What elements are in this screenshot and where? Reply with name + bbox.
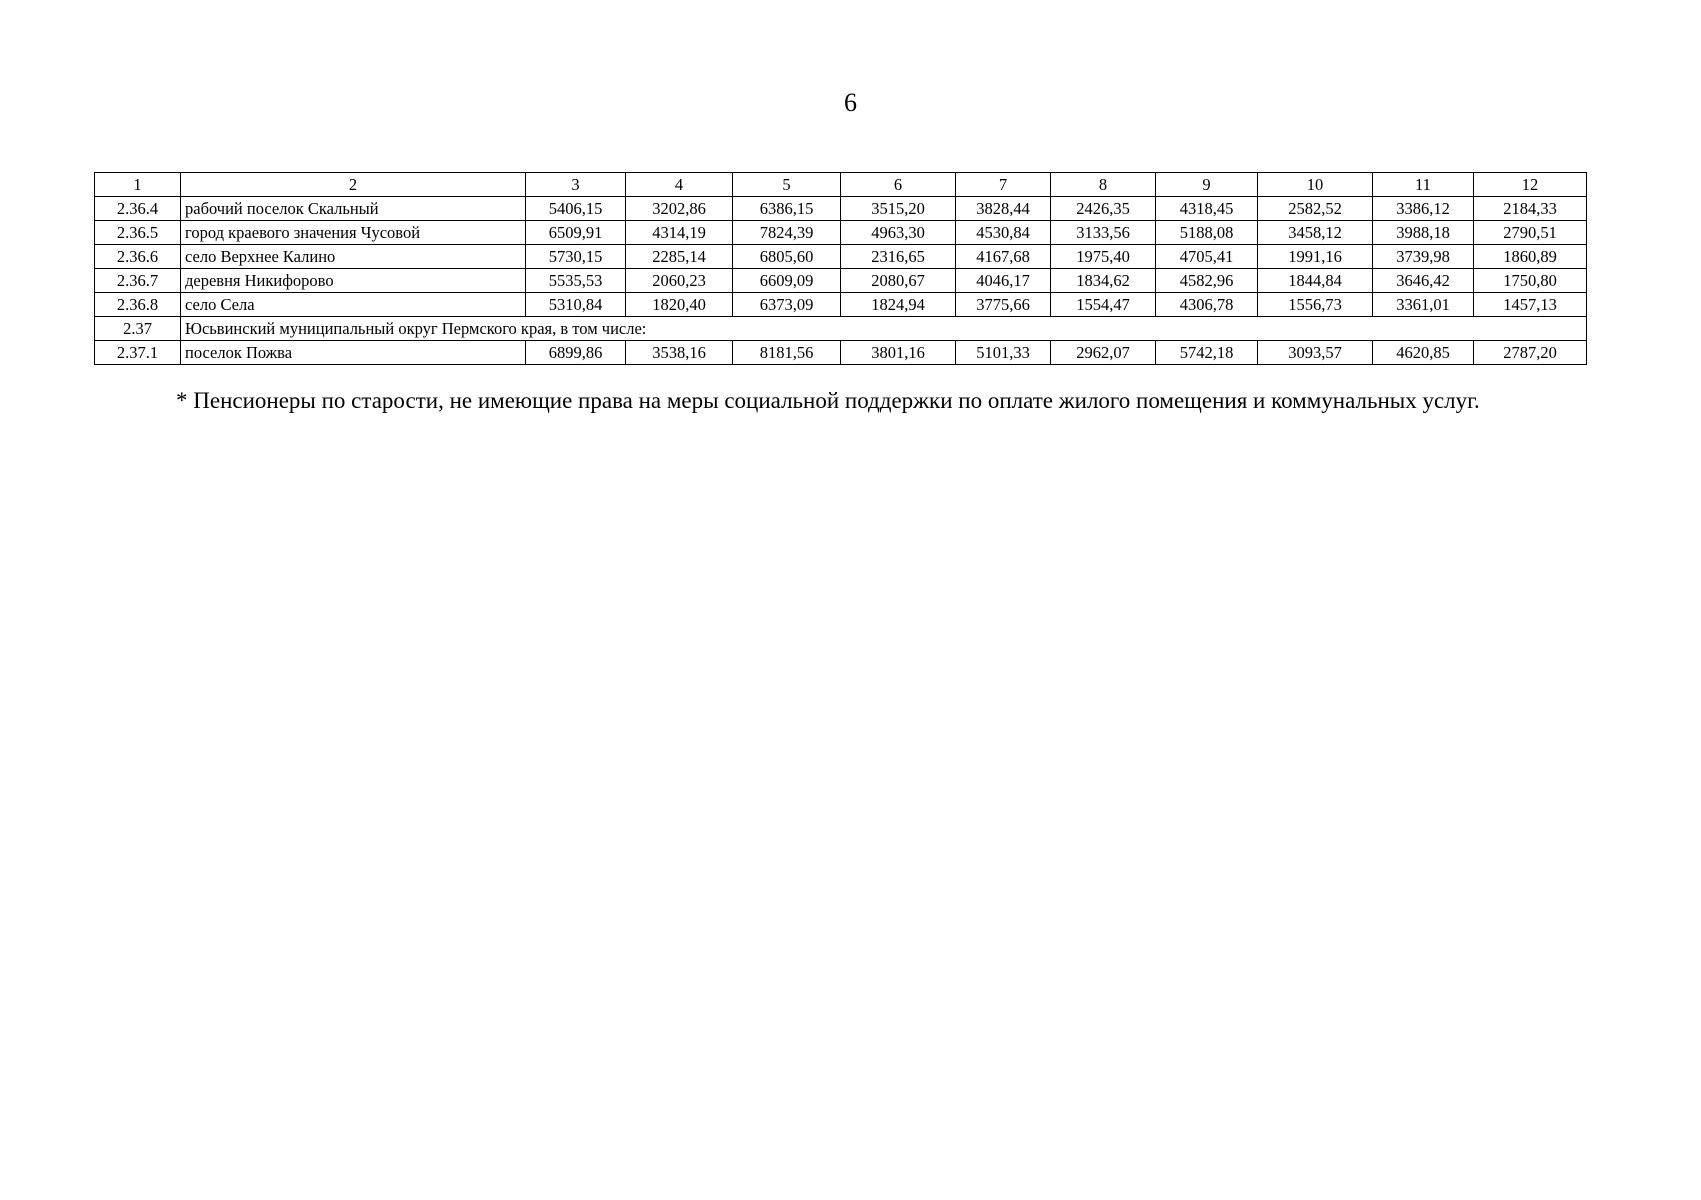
row-value: 1824,94 [841, 293, 956, 317]
row-value: 6899,86 [526, 341, 626, 365]
table-row [95, 293, 1587, 317]
table-row [95, 197, 1587, 221]
row-value: 1860,89 [1474, 245, 1587, 269]
row-value: 2790,51 [1474, 221, 1587, 245]
row-value: 1834,62 [1051, 269, 1156, 293]
header-cell: 12 [1474, 173, 1587, 197]
row-value: 3775,66 [956, 293, 1051, 317]
header-cell: 9 [1156, 173, 1258, 197]
row-name: деревня Никифорово [181, 269, 526, 293]
header-cell: 2 [181, 173, 526, 197]
row-value: 2582,52 [1258, 197, 1373, 221]
row-code: 2.37.1 [95, 341, 181, 365]
row-name: село Села [181, 293, 526, 317]
row-value: 2080,67 [841, 269, 956, 293]
header-cell: 6 [841, 173, 956, 197]
section-code: 2.37 [95, 317, 181, 341]
table-row [95, 269, 1587, 293]
row-value: 1554,47 [1051, 293, 1156, 317]
row-value: 4530,84 [956, 221, 1051, 245]
row-value: 2285,14 [626, 245, 733, 269]
row-code: 2.36.8 [95, 293, 181, 317]
header-cell: 8 [1051, 173, 1156, 197]
row-value: 4318,45 [1156, 197, 1258, 221]
row-name: село Верхнее Калино [181, 245, 526, 269]
row-value: 5188,08 [1156, 221, 1258, 245]
row-code: 2.36.5 [95, 221, 181, 245]
row-value: 4306,78 [1156, 293, 1258, 317]
row-value: 3828,44 [956, 197, 1051, 221]
row-name: рабочий поселок Скальный [181, 197, 526, 221]
row-value: 1750,80 [1474, 269, 1587, 293]
table-row [95, 245, 1587, 269]
row-value: 5730,15 [526, 245, 626, 269]
row-value: 1991,16 [1258, 245, 1373, 269]
table-row [95, 221, 1587, 245]
section-name: Юсьвинский муниципальный округ Пермского края, в том числе: [181, 317, 1587, 341]
row-value: 3515,20 [841, 197, 956, 221]
row-value: 5742,18 [1156, 341, 1258, 365]
row-value: 5101,33 [956, 341, 1051, 365]
table-row [95, 341, 1587, 365]
row-value: 2060,23 [626, 269, 733, 293]
row-value: 4046,17 [956, 269, 1051, 293]
row-value: 3988,18 [1373, 221, 1474, 245]
row-value: 4167,68 [956, 245, 1051, 269]
row-code: 2.36.4 [95, 197, 181, 221]
row-value: 2787,20 [1474, 341, 1587, 365]
row-value: 3202,86 [626, 197, 733, 221]
page-number: 6 [844, 88, 857, 117]
tariff-table [94, 172, 1587, 365]
row-value: 6509,91 [526, 221, 626, 245]
row-value: 5310,84 [526, 293, 626, 317]
row-value: 4314,19 [626, 221, 733, 245]
row-value: 3361,01 [1373, 293, 1474, 317]
header-cell: 4 [626, 173, 733, 197]
row-value: 2316,65 [841, 245, 956, 269]
row-value: 6609,09 [733, 269, 841, 293]
row-value: 3646,42 [1373, 269, 1474, 293]
row-value: 1457,13 [1474, 293, 1587, 317]
row-code: 2.36.6 [95, 245, 181, 269]
row-value: 1820,40 [626, 293, 733, 317]
header-cell: 5 [733, 173, 841, 197]
row-value: 3093,57 [1258, 341, 1373, 365]
row-value: 4705,41 [1156, 245, 1258, 269]
row-value: 3458,12 [1258, 221, 1373, 245]
header-row [95, 173, 1587, 197]
header-cell: 11 [1373, 173, 1474, 197]
section-row [95, 317, 1587, 341]
row-name: город краевого значения Чусовой [181, 221, 526, 245]
row-name: поселок Пожва [181, 341, 526, 365]
header-cell: 7 [956, 173, 1051, 197]
row-value: 1844,84 [1258, 269, 1373, 293]
row-value: 1975,40 [1051, 245, 1156, 269]
row-value: 8181,56 [733, 341, 841, 365]
row-value: 1556,73 [1258, 293, 1373, 317]
row-value: 4582,96 [1156, 269, 1258, 293]
row-value: 6805,60 [733, 245, 841, 269]
footnote: * Пенсионеры по старости, не имеющие права на меры социальной поддержки по оплате жилого помещения и коммунальных услуг. [176, 388, 1480, 413]
header-cell: 3 [526, 173, 626, 197]
row-code: 2.36.7 [95, 269, 181, 293]
row-value: 2184,33 [1474, 197, 1587, 221]
row-value: 2426,35 [1051, 197, 1156, 221]
row-value: 6386,15 [733, 197, 841, 221]
row-value: 4620,85 [1373, 341, 1474, 365]
row-value: 3801,16 [841, 341, 956, 365]
header-cell: 10 [1258, 173, 1373, 197]
header-cell: 1 [95, 173, 181, 197]
row-value: 4963,30 [841, 221, 956, 245]
row-value: 3739,98 [1373, 245, 1474, 269]
row-value: 3386,12 [1373, 197, 1474, 221]
row-value: 5406,15 [526, 197, 626, 221]
row-value: 7824,39 [733, 221, 841, 245]
row-value: 5535,53 [526, 269, 626, 293]
row-value: 2962,07 [1051, 341, 1156, 365]
row-value: 3133,56 [1051, 221, 1156, 245]
row-value: 3538,16 [626, 341, 733, 365]
row-value: 6373,09 [733, 293, 841, 317]
